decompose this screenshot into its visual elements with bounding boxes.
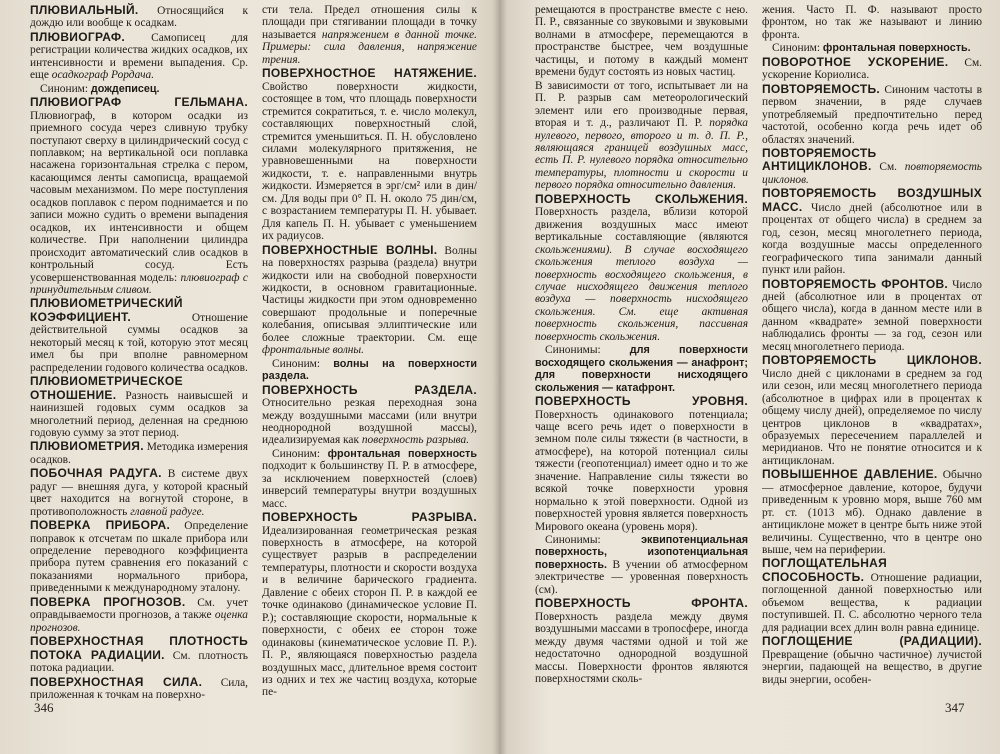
entry-definition: Свойство поверхности жидкости, состоящее в том, что площадь поверхности стремится сократиться, т. е. число молекул, составляющих поверхностный слой, стремится уменьшиться. П. Н. обусловлено силами молекулярного притяжения, не уравновешенными на поверхности жидкости, т. е. направленными внутрь жидкости. Измеряется в эрг/см² или в дин/см. Для воды при 0° П. Н. около 75 дин/см, с возрастанием температуры П. Н. убывает. Для капель П. Н. убывает с уменьшением их радиусов. xyxy=(262,80,477,243)
dictionary-entry xyxy=(262,67,477,242)
dictionary-entry xyxy=(30,375,248,439)
entry-cross-reference: напряжением в данной точке. Примеры: сила давления, напряжение трения. xyxy=(262,28,477,66)
entry-definition: Отношение действительной суммы осадков за некоторый месяц к той, которую этот месяц имел бы при вполне равномерном распределении годового количества осадков. xyxy=(30,311,248,374)
entry-cross-reference: оценка прогнозов. xyxy=(30,609,248,634)
entry-cross-reference: повторяемость циклонов. xyxy=(762,161,982,186)
right-page-column-1 xyxy=(535,4,748,694)
entry-headword: ПОВЕРХНОСТЬ ФРОНТА. xyxy=(535,596,748,611)
synonym-note: В учении об атмосферном электричестве — уровенная поверхность (см). xyxy=(535,558,748,596)
page-number-left: 346 xyxy=(34,700,54,715)
dictionary-entry xyxy=(262,511,477,699)
dictionary-entry xyxy=(30,31,248,82)
entry-definition: Самописец для регистрации количества жидких осадков, их интенсивности и времени выпадения. Ср. еще xyxy=(30,31,248,82)
entry-headword: ПОВЕРХНОСТЬ УРОВНЯ. xyxy=(535,394,748,409)
synonym-value: фронтальная поверхность xyxy=(327,447,477,460)
dictionary-entry xyxy=(762,187,982,276)
synonym-line xyxy=(535,534,748,596)
entry-headword: ПОВЕРХНОСТНОЕ НАТЯЖЕНИЕ. xyxy=(262,66,477,81)
entry-definition: Определение поправок к отсчетам по шкале прибора или определение переводного коэффициента прибора путем сравнения его показаний с показаниями нормального прибора, приведенными к международному эталону. xyxy=(30,520,248,595)
synonym-line xyxy=(762,42,982,54)
entry-cross-reference: скольжениями). В случае восходящего скольжения теплого воздуха — поверхность восходящего скольжения, в случае нисходящего движения теплого воздуха — поверхность нисходящего скольжения. См. еще активная поверхность скольжения, пассивная поверхность скольжения. xyxy=(535,243,748,343)
synonym-label: Синоним: xyxy=(40,82,89,95)
entry-definition: Обычно — атмосферное давление, которое, будучи приведенным к уровню моря, выше 760 мм рт. ст. (1013 мб). Однако давление в антициклоне может в центре быть ниже этой величины. Существенно, что в центре оно выше, чем на периферии. xyxy=(762,469,982,557)
dictionary-entry xyxy=(262,244,477,357)
entry-definition: См. плотность потока радиации. xyxy=(30,649,248,675)
entry-definition: Число дней (абсолютное или в процентах от общего числа) в среднем за год, сезон, месяц многолетнего периода, когда воздушные массы определенного географического типа занимали данный пункт или район. xyxy=(762,201,982,277)
synonym-label: Синонимы: xyxy=(545,344,601,357)
entry-headword: ПЛЮВИОМЕТРИЧЕСКОЕ ОТНОШЕНИЕ. xyxy=(30,374,183,402)
entry-definition: Отношение радиации, поглощенной данной поверхностью или объемом вещества, к радиации поступившей. П. С. абсолютно черного тела для радиации всех длин волн равна единице. xyxy=(762,571,982,634)
entry-cross-reference: плювиограф с принудительным сливом. xyxy=(30,271,248,296)
entry-headword: ПЛЮВИАЛЬНЫЙ. xyxy=(30,3,139,17)
entry-definition: Волны на поверхностях разрыва (раздела) внутри жидкости или на свободной поверхности жидкости, в основном гравитационные. Частицы жидкости при этом одновременно совершают продольные и поперечные колебания, описывая эллиптические или более сложные траектории. См. еще xyxy=(262,244,477,344)
synonym-line xyxy=(535,344,748,394)
entry-cross-reference: главной радуге. xyxy=(130,505,205,518)
synonym-line xyxy=(30,83,248,95)
entry-definition: Число дней с циклонами в среднем за год или сезон, или месяц многолетнего периода (абсолютное в цифрах или в процентах к общему числу дней), определяемое по числу центров циклонов в «квадратах», образуемых пересечением параллелей и меридианов. Что не понятие относится и к антициклонам. xyxy=(762,367,982,467)
synonym-value: волны на поверхности раздела. xyxy=(262,357,477,383)
entry-headword: ПОВЕРХНОСТНАЯ СИЛА. xyxy=(30,674,203,689)
synonym-label: Синоним: xyxy=(272,447,321,460)
book-gutter xyxy=(492,0,508,754)
entry-headword: ПОБОЧНАЯ РАДУГА. xyxy=(30,466,162,481)
synonym-label: Синонимы: xyxy=(545,534,601,547)
synonym-note: подходит к большинству П. Р. в атмосфере, за исключением поверхностей (слоев) инверсий температуры внутри воздушных масс. xyxy=(262,460,477,510)
entry-headword: ПЛЮВИОМЕТРИЧЕСКИЙ КОЭФФИЦИЕНТ. xyxy=(30,296,183,324)
entry-cross-reference: фронтальные волны. xyxy=(262,344,364,357)
entry-headword: ПОВЕРХНОСТНАЯ ПЛОТНОСТЬ ПОТОКА РАДИАЦИИ. xyxy=(30,634,248,662)
entry-headword: ПОГЛОЩЕНИЕ (РАДИАЦИИ). xyxy=(762,634,982,649)
dictionary-entry xyxy=(30,676,248,702)
entry-definition: сти тела. Предел отношения силы к площади при стягивании площади в точку называется xyxy=(262,4,477,41)
entry-definition: жения. Часто П. Ф. называют просто фронтом, но так же называют и линию фронта. xyxy=(762,4,982,41)
dictionary-entry xyxy=(30,297,248,374)
entry-definition: Превращение (обычно частичное) лучистой энергии, падающей на вещество, в другие виды энергии, особен- xyxy=(762,648,982,686)
entry-headword: ПОВТОРЯЕМОСТЬ ВОЗДУШНЫХ МАСС. xyxy=(762,186,982,214)
entry-cross-reference: поверхность разрыва. xyxy=(361,434,470,447)
left-page-column-2 xyxy=(262,4,477,699)
entry-headword: ПОВЕРХНОСТНЫЕ ВОЛНЫ. xyxy=(262,242,438,257)
dictionary-entry xyxy=(535,80,748,192)
entry-headword: ПОВОРОТНОЕ УСКОРЕНИЕ. xyxy=(762,54,949,69)
dictionary-entry xyxy=(535,395,748,533)
entry-headword: ПОВЕРКА ПРИБОРА. xyxy=(30,518,171,533)
synonym-value: эквипотенциальная поверхность, изопотенциальная поверхность. xyxy=(535,534,748,571)
entry-headword: ПОВЫШЕННОЕ ДАВЛЕНИЕ. xyxy=(762,467,938,482)
dictionary-entry xyxy=(762,83,982,146)
synonym-value: фронтальная поверхность. xyxy=(822,42,971,55)
dictionary-entry xyxy=(535,597,748,685)
synonym-line xyxy=(262,448,477,510)
entry-headword: ПЛЮВИОГРАФ. xyxy=(30,29,126,44)
entry-definition: Разность наивысшей и наинизшей годовых сумм осадков за многолетний период, деленная на среднюю годовую сумму за этот период. xyxy=(30,389,248,439)
entry-definition: См. xyxy=(879,161,897,174)
entry-definition: См. ускорение Кориолиса. xyxy=(762,56,982,82)
dictionary-entry xyxy=(762,278,982,354)
dictionary-entry xyxy=(262,4,477,66)
right-page-column-2 xyxy=(762,4,982,694)
dictionary-entry xyxy=(30,519,248,595)
synonym-line xyxy=(262,358,477,383)
entry-definition: Сила, приложенная к точкам на поверхно- xyxy=(30,676,248,702)
synonym-label: Синоним: xyxy=(772,42,821,55)
entry-headword: ПЛЮВИОГРАФ ГЕЛЬМАНА. xyxy=(30,95,248,110)
dictionary-entry xyxy=(30,635,248,674)
dictionary-entry xyxy=(762,4,982,41)
entry-headword: ПОВЕРХНОСТЬ РАЗДЕЛА. xyxy=(262,382,477,397)
dictionary-entry xyxy=(30,596,248,634)
page-number-right: 347 xyxy=(945,700,965,715)
entry-headword: ПОВТОРЯЕМОСТЬ ЦИКЛОНОВ. xyxy=(762,353,982,368)
dictionary-entry xyxy=(762,635,982,686)
entry-cross-reference: порядка нулевого, первого, второго и т. д. П. Р., являющаяся границей воздушных масс, есть П. Р. нулевого порядка относительно температуры, плотности и скорости и первого порядка относительно давления. xyxy=(535,117,748,192)
dictionary-entry xyxy=(30,4,248,30)
entry-definition: В системе двух радуг — внешняя дуга, у которой красный цвет находится на вогнутой стороне, в противоположность xyxy=(30,468,248,518)
synonym-value: для поверхности восходящего скольжения — анафронт; для поверхности нисходящего скольжения — катафронт. xyxy=(535,344,748,394)
entry-headword: ПОВЕРХНОСТЬ СКОЛЬЖЕНИЯ. xyxy=(535,191,748,206)
dictionary-entry xyxy=(30,440,248,466)
entry-definition: Поверхность раздела, вблизи которой движения воздушных масс имеют вертикальные составляющие (являются xyxy=(535,206,748,244)
entry-definition: Методика измерения осадков. xyxy=(30,441,248,466)
entry-definition: Идеализированная геометрическая резкая поверхность в атмосфере, на которой существует разрыв в распределении температуры, плотности и скорости воздуха и в величине барического градиента. Давление с обеих сторон П. Р. в каждой ее точке одинаково (динамическое условие П. Р.); составляющие скорости, нормальные к поверхности, с обеих ее сторон тоже одинаковы (кинематическое условие П. Р.). П. Р., являющаяся поверхностью раздела воздушных масс, длительное время состоит из одних и тех же частиц воздуха, которые пе- xyxy=(262,524,477,699)
entry-definition: В зависимости от того, испытывает ли на П. Р. разрыв сам метеорологический элемент или его производные первая, вторая и т. д., различают П. Р. xyxy=(535,79,748,130)
entry-headword: ПОВТОРЯЕМОСТЬ ФРОНТОВ. xyxy=(762,276,949,291)
entry-cross-reference: осадкограф Рордача. xyxy=(51,69,155,82)
entry-definition: Число дней (абсолютное или в процентах от общего числа), когда в данном месте или в данном «квадрате» земной поверхности наблюдались фронты — за год, сезон или месяц многолетнего периода. xyxy=(762,278,982,353)
entry-headword: ПОГЛОЩАТЕЛЬНАЯ СПОСОБНОСТЬ. xyxy=(762,556,888,584)
entry-headword: ПОВТОРЯЕМОСТЬ АНТИЦИКЛОНОВ. xyxy=(762,145,877,174)
right-page xyxy=(500,0,1000,754)
entry-headword: ПОВТОРЯЕМОСТЬ. xyxy=(762,81,881,96)
entry-definition: Поверхность раздела между двумя воздушными массами в тропосфере, иногда между двумя частями одной и той же недостаточно однородной воздушной массы. Поверхности фронтов являются поверхностями сколь- xyxy=(535,610,748,686)
entry-definition: Относительно резкая переходная зона между воздушными массами (или внутри неоднородной воздушной массы), идеализируемая как xyxy=(262,397,477,447)
entry-definition: ремещаются в пространстве вместе с нею. П. Р., связанные со звуковыми и звуковыми волнами в атмосфере, перемещаются в пространстве быстрее, чем воздушные частицы, и потому в каждый момент времени будут состоять из новых частиц. xyxy=(535,4,748,79)
dictionary-entry xyxy=(30,96,248,296)
dictionary-entry xyxy=(762,557,982,634)
entry-definition: Синоним частоты в первом значении, в ряде случаев употребляемый предпочтительно перед частотой, особенно когда речь идет об областях значений. xyxy=(762,83,982,146)
entry-definition: Плювиограф, в котором осадки из приемного сосуда через сливную трубку поступают сверху в цилиндрический сосуд с поплавком; на вертикальной оси поплавка насажена горизонтальная стрелка с пером, касающимся ленты самописца, вращаемой часовым механизмом. По мере поступления осадков поплавок с пером поднимается и по записи можно судить о времени выпадения осадков, их интенсивности и общем количестве. При наполнении цилиндра происходит автоматический слив осадков в контрольный сосуд. Есть усовершенствованная модель: xyxy=(30,109,248,284)
synonym-value: дождеписец. xyxy=(90,82,160,95)
dictionary-entry xyxy=(262,384,477,447)
entry-definition: Относящийся к дождю или вообще к осадкам. xyxy=(30,5,248,30)
entry-definition: См. учет оправдываемости прогнозов, а также xyxy=(30,596,248,622)
entry-definition: Поверхность одинакового потенциала; чаще всего речь идет о поверхности в земном поле силы тяжести (в частности, в атмосфере), на которой потенциал силы тяжести (геопотенциал) имеет одно и то же значение. Направление силы тяжести во всякой точке поверхности уровня нормально к этой поверхности. Одной из поверхностей уровня является поверхность Мирового океана (уровень моря). xyxy=(535,408,748,533)
entry-headword: ПОВЕРХНОСТЬ РАЗРЫВА. xyxy=(262,510,477,525)
left-page-column-1 xyxy=(30,3,248,702)
dictionary-entry xyxy=(535,193,748,343)
entry-headword: ПОВЕРКА ПРОГНОЗОВ. xyxy=(30,594,186,609)
entry-headword: ПЛЮВИОМЕТРИЯ. xyxy=(30,439,144,454)
dictionary-entry xyxy=(762,354,982,467)
dictionary-entry xyxy=(535,4,748,79)
dictionary-entry xyxy=(762,468,982,556)
dictionary-entry xyxy=(30,467,248,518)
dictionary-entry xyxy=(762,56,982,82)
dictionary-entry xyxy=(762,147,982,186)
synonym-label: Синоним: xyxy=(272,357,321,370)
